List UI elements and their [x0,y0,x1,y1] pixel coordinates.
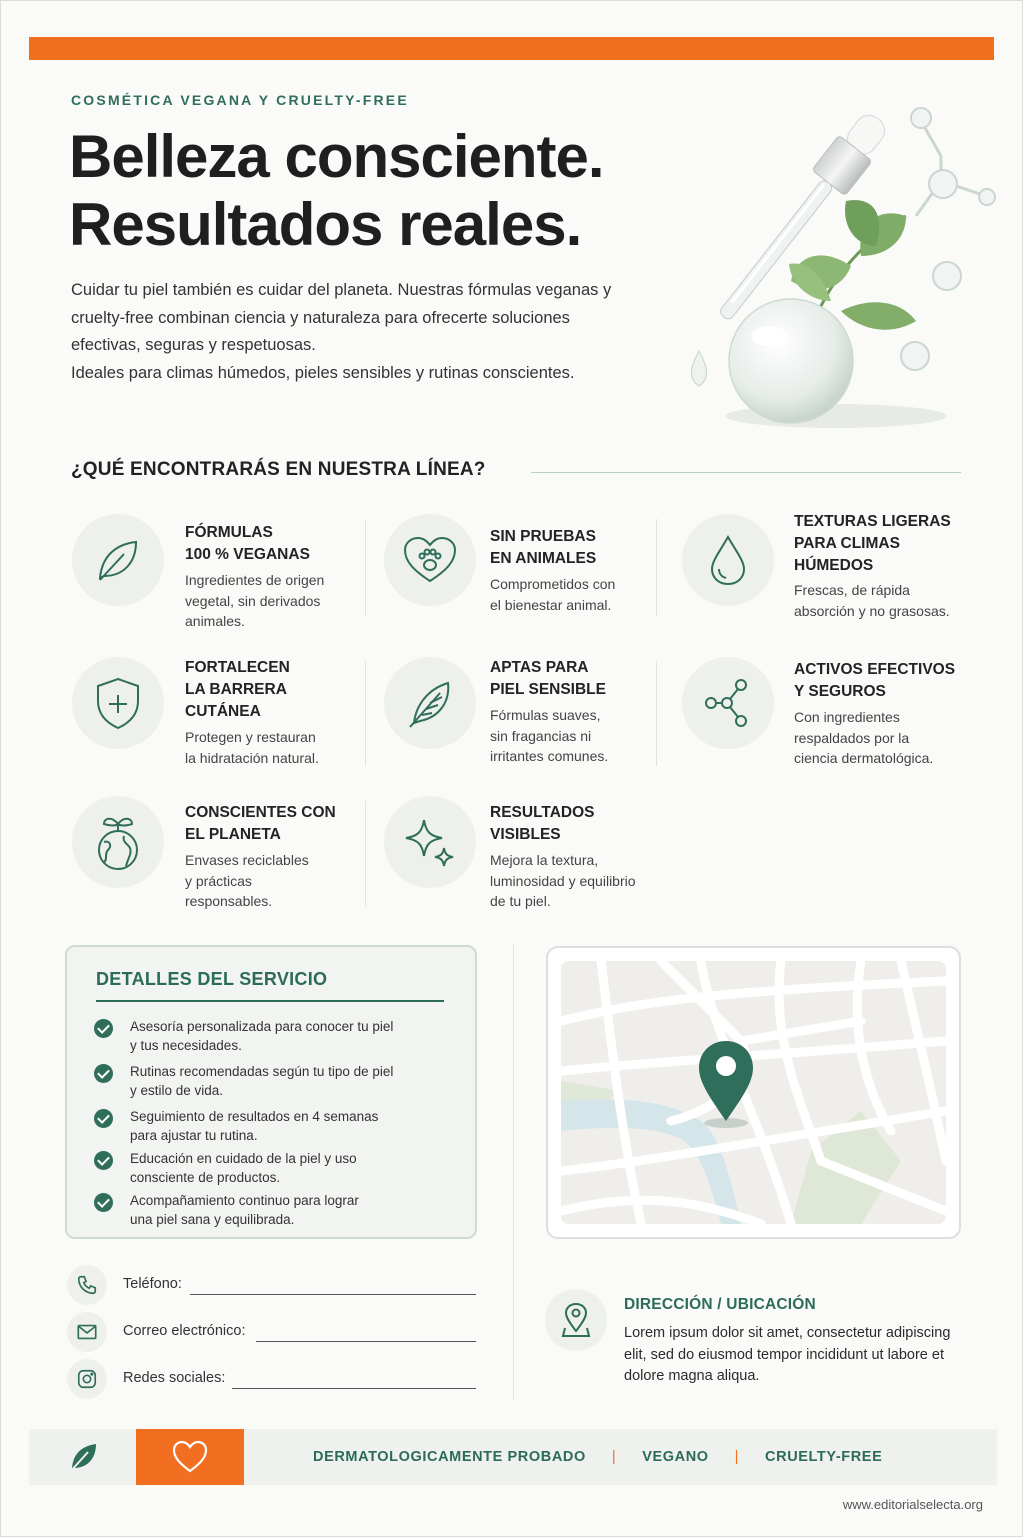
email-label: Correo electrónico: [123,1323,246,1339]
feature-effective-actives [682,657,982,777]
feature-description: absorción y no grasosas. [794,602,950,619]
service-item-text: para ajustar tu rutina. [130,1128,258,1143]
feature-title: TEXTURAS LIGERAS [794,513,951,530]
intro-paragraph-1: Cuidar tu piel también es cuidar del planeta. Nuestras fórmulas veganas y cruelty-free combinan ciencia y naturaleza para ofrecerte soluciones efectivas, seguras y respetuosas. [71,281,612,354]
feature-title: Y SEGUROS [794,683,886,700]
sparkle-icon [402,814,458,870]
map-graphic [561,961,946,1224]
leaf-icon [92,534,144,586]
check-icon [94,1064,113,1083]
claim-vegan: VEGANO [642,1449,709,1465]
service-item-text: Seguimiento de resultados en 4 semanas [130,1109,379,1124]
drop-icon [706,533,750,587]
phone-label: Teléfono: [123,1276,182,1292]
claim-separator: | [611,1449,617,1465]
feature-description: Con ingredientes [794,709,900,725]
claim-dermatologically-tested: DERMATOLOGICAMENTE PROBADO [313,1449,586,1465]
website-url[interactable]: www.editorialselecta.org [842,1497,983,1512]
column-divider [656,519,657,616]
feature-vegan [72,514,352,634]
headline-line-1: Belleza consciente. [69,123,604,190]
feature-description: Comprometidos con [490,576,616,592]
feature-title: EN ANIMALES [490,550,597,567]
service-item-text: Asesoría personalizada para conocer tu piel [130,1019,394,1034]
mail-icon [76,1321,98,1343]
feature-title: SIN PRUEBAS [490,528,596,545]
feature-description: responsables. [185,893,273,909]
service-item-text: Acompañamiento continuo para lograr [130,1193,359,1208]
claim-cruelty-free: CRUELTY-FREE [765,1449,883,1465]
feature-description: y prácticas [185,872,252,889]
column-divider [365,661,366,766]
feature-description: la hidratación natural. [185,749,319,766]
globe-sprout-icon [90,812,146,872]
service-item-text: consciente de productos. [130,1170,281,1185]
feature-description: Mejora la textura, [490,852,599,868]
intro-paragraph-2: Ideales para climas húmedos, pieles sensibles y rutinas conscientes. [71,363,575,382]
feature-description: irritantes comunes. [490,748,609,764]
phone-input-line[interactable] [190,1294,476,1295]
location-pin-icon [561,1302,591,1338]
service-item-text: y tus necesidades. [130,1038,242,1053]
feature-description: Envases reciclables [185,852,309,868]
check-icon [94,1193,113,1212]
email-input-line[interactable] [256,1341,476,1342]
dropper-illustration [671,96,1001,446]
feature-description: Frescas, de rápida [794,582,910,598]
feature-description: luminosidad y equilibrio [490,872,636,889]
feature-title: HÚMEDOS [794,557,874,574]
feature-title: PIEL SENSIBLE [490,681,606,698]
address-text: Lorem ipsum dolor sit amet, consectetur adipiscing elit, sed do eiusmod tempor incididunt ut labore et dolore magna aliqua. [624,1325,951,1384]
feature-skin-barrier [72,657,352,777]
service-item-text: Educación en cuidado de la piel y uso [130,1151,357,1166]
section-vertical-divider [513,945,514,1399]
feature-description: sin fragancias ni [490,727,592,744]
section-divider [531,472,961,473]
service-details-box [65,945,477,1239]
check-icon [94,1019,113,1038]
feature-description: de tu piel. [490,893,551,909]
location-map[interactable] [546,946,961,1239]
feature-title: CUTÁNEA [185,703,261,720]
headline [69,123,709,259]
feature-title: FÓRMULAS [185,524,273,541]
feature-sensitive-skin [384,657,654,777]
feature-cruelty-free [384,514,654,634]
feature-description: respaldados por la [794,729,910,746]
column-divider [656,661,657,766]
social-input-line[interactable] [232,1388,476,1389]
heart-paw-icon [401,534,459,586]
feature-description: ciencia dermatológica. [794,750,934,766]
features-section-title: ¿QUÉ ENCONTRARÁS EN NUESTRA LÍNEA? [71,459,486,480]
feature-description: Ingredientes de origen [185,572,325,588]
feature-title: ACTIVOS EFECTIVOS [794,661,956,678]
feature-planet [72,796,352,916]
check-icon [94,1109,113,1128]
service-title: DETALLES DEL SERVICIO [96,969,328,989]
social-row [67,1359,477,1399]
phone-icon [76,1274,98,1296]
social-label: Redes sociales: [123,1370,226,1386]
service-item-text: Rutinas recomendadas según tu tipo de piel [130,1064,394,1079]
address-title: DIRECCIÓN / UBICACIÓN [624,1296,816,1313]
feature-description: animales. [185,613,245,629]
feather-icon [402,675,458,731]
eyebrow-label: COSMÉTICA VEGANA Y CRUELTY-FREE [71,92,409,108]
feature-title: LA BARRERA [185,681,287,698]
feature-title: RESULTADOS [490,804,595,821]
column-divider [365,801,366,906]
feature-light-textures [682,511,982,631]
feature-title: VISIBLES [490,826,561,843]
feature-visible-results [384,796,654,916]
feature-description: Fórmulas suaves, [490,707,601,723]
heart-icon [171,1440,209,1474]
headline-line-2: Resultados reales. [69,191,582,258]
footer-claims [313,1449,882,1465]
email-row [67,1312,477,1352]
shield-plus-icon [93,675,143,731]
serum-bubble-icon [729,299,853,423]
service-item-text: y estilo de vida. [130,1083,224,1098]
feature-description: Protegen y restauran [185,729,316,745]
phone-row [67,1265,477,1305]
feature-title: 100 % VEGANAS [185,546,310,563]
service-item-text: una piel sana y equilibrada. [130,1212,295,1227]
feature-title: APTAS PARA [490,659,589,676]
service-title-underline [96,1000,444,1002]
claim-separator: | [734,1449,740,1465]
column-divider [365,519,366,616]
check-icon [94,1151,113,1170]
feature-title: FORTALECEN [185,659,290,676]
top-accent-bar [29,37,994,60]
feature-title: EL PLANETA [185,826,281,843]
instagram-icon [76,1368,98,1390]
leaf-logo-icon [66,1440,100,1474]
feature-title: PARA CLIMAS [794,535,900,552]
feature-title: CONSCIENTES CON [185,804,336,821]
feature-description: vegetal, sin derivados [185,592,321,609]
feature-description: el bienestar animal. [490,596,612,613]
molecule-icon [701,675,755,731]
intro-text [71,277,631,387]
